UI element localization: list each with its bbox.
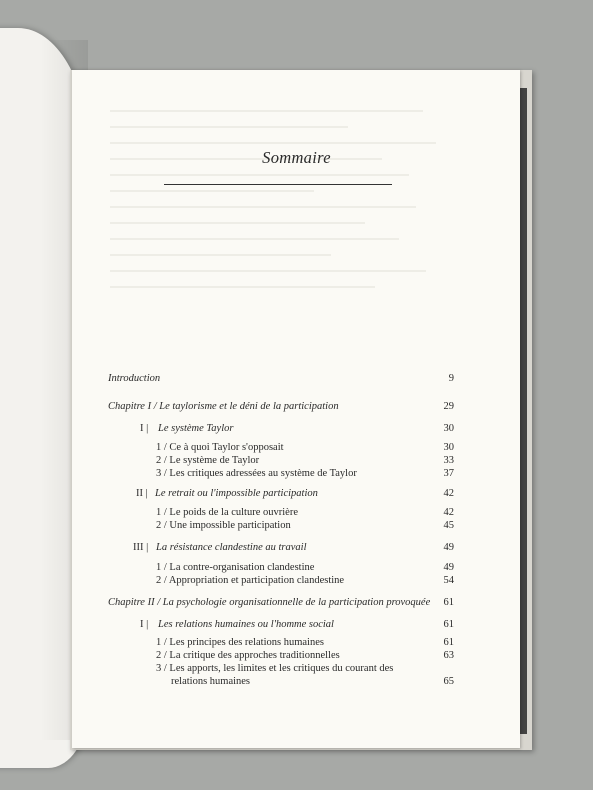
toc-page-number: 65 <box>443 676 454 687</box>
toc-entry-chapter-2 <box>0 596 593 610</box>
toc-entry-label: 2 / Le système de Taylor <box>156 455 260 466</box>
toc-page-number: 42 <box>443 488 454 499</box>
toc-entry-subsection <box>0 467 593 481</box>
toc-entry-introduction <box>0 372 593 386</box>
toc-entry-label: Le système Taylor <box>158 423 234 434</box>
toc-page-number: 61 <box>443 619 454 630</box>
toc-entry-section <box>0 487 593 501</box>
toc-page-number: 61 <box>443 637 454 648</box>
toc-entry-label: La résistance clandestine au travail <box>156 542 307 553</box>
toc-entry-subsection <box>0 574 593 588</box>
toc-page-number: 54 <box>443 575 454 586</box>
toc-page-number: 30 <box>443 423 454 434</box>
toc-page-number: 61 <box>443 597 454 608</box>
toc-page-number: 49 <box>443 562 454 573</box>
toc-entry-subsection <box>0 441 593 455</box>
toc-entry-section <box>0 422 593 436</box>
toc-entry-label: 1 / Le poids de la culture ouvrière <box>156 507 298 518</box>
toc-entry-label: 2 / Une impossible participation <box>156 520 291 531</box>
toc-entry-label: 2 / Appropriation et participation clandestine <box>156 575 345 586</box>
toc-entry-label: 2 / La critique des approches traditionnelles <box>156 650 340 661</box>
toc-entry-subsection <box>0 561 593 575</box>
toc-section-number: II | <box>136 488 148 499</box>
toc-page-number: 9 <box>448 373 454 384</box>
toc-entry-label: Introduction <box>108 373 161 384</box>
toc-entry-label: 3 / Les apports, les limites et les critiques du courant des <box>156 663 394 674</box>
toc-page-number: 49 <box>443 542 454 553</box>
toc-page-number: 29 <box>443 401 454 412</box>
toc-entry-label: 1 / Les principes des relations humaines <box>156 637 324 648</box>
toc-section-number: I | <box>140 423 149 434</box>
page-title: Sommaire <box>262 148 331 167</box>
toc-page-number: 63 <box>443 650 454 661</box>
toc-entry-section <box>0 541 593 555</box>
toc-page-number: 37 <box>443 468 454 479</box>
toc-entry-subsection-continued <box>0 675 593 689</box>
title-rule <box>164 184 392 185</box>
toc-entry-label: Les relations humaines ou l'homme social <box>158 619 334 630</box>
toc-entry-label: 1 / Ce à quoi Taylor s'opposait <box>156 442 284 453</box>
toc-entry-label: Le retrait ou l'impossible participation <box>155 488 318 499</box>
toc-entry-label: 3 / Les critiques adressées au système de Taylor <box>156 468 357 479</box>
toc-section-number: III | <box>133 542 149 553</box>
toc-entry-subsection <box>0 454 593 468</box>
toc-entry-label: 1 / La contre-organisation clandestine <box>156 562 315 573</box>
toc-entry-subsection <box>0 662 593 676</box>
toc-entry-section <box>0 618 593 632</box>
toc-entry-chapter-1 <box>0 400 593 414</box>
toc-entry-subsection <box>0 649 593 663</box>
toc-page-number: 45 <box>443 520 454 531</box>
toc-entry-subsection <box>0 636 593 650</box>
toc-entry-label: Chapitre II / La psychologie organisationnelle de la participation provoquée <box>108 597 431 608</box>
toc-entry-label: Chapitre I / Le taylorisme et le déni de la participation <box>108 401 339 412</box>
toc-page-number: 30 <box>443 442 454 453</box>
bleed-through-text <box>110 110 450 320</box>
toc-entry-subsection <box>0 506 593 520</box>
toc-entry-subsection <box>0 519 593 533</box>
toc-page-number: 33 <box>443 455 454 466</box>
toc-entry-label: relations humaines <box>171 676 251 687</box>
toc-page-number: 42 <box>443 507 454 518</box>
toc-section-number: I | <box>140 619 149 630</box>
